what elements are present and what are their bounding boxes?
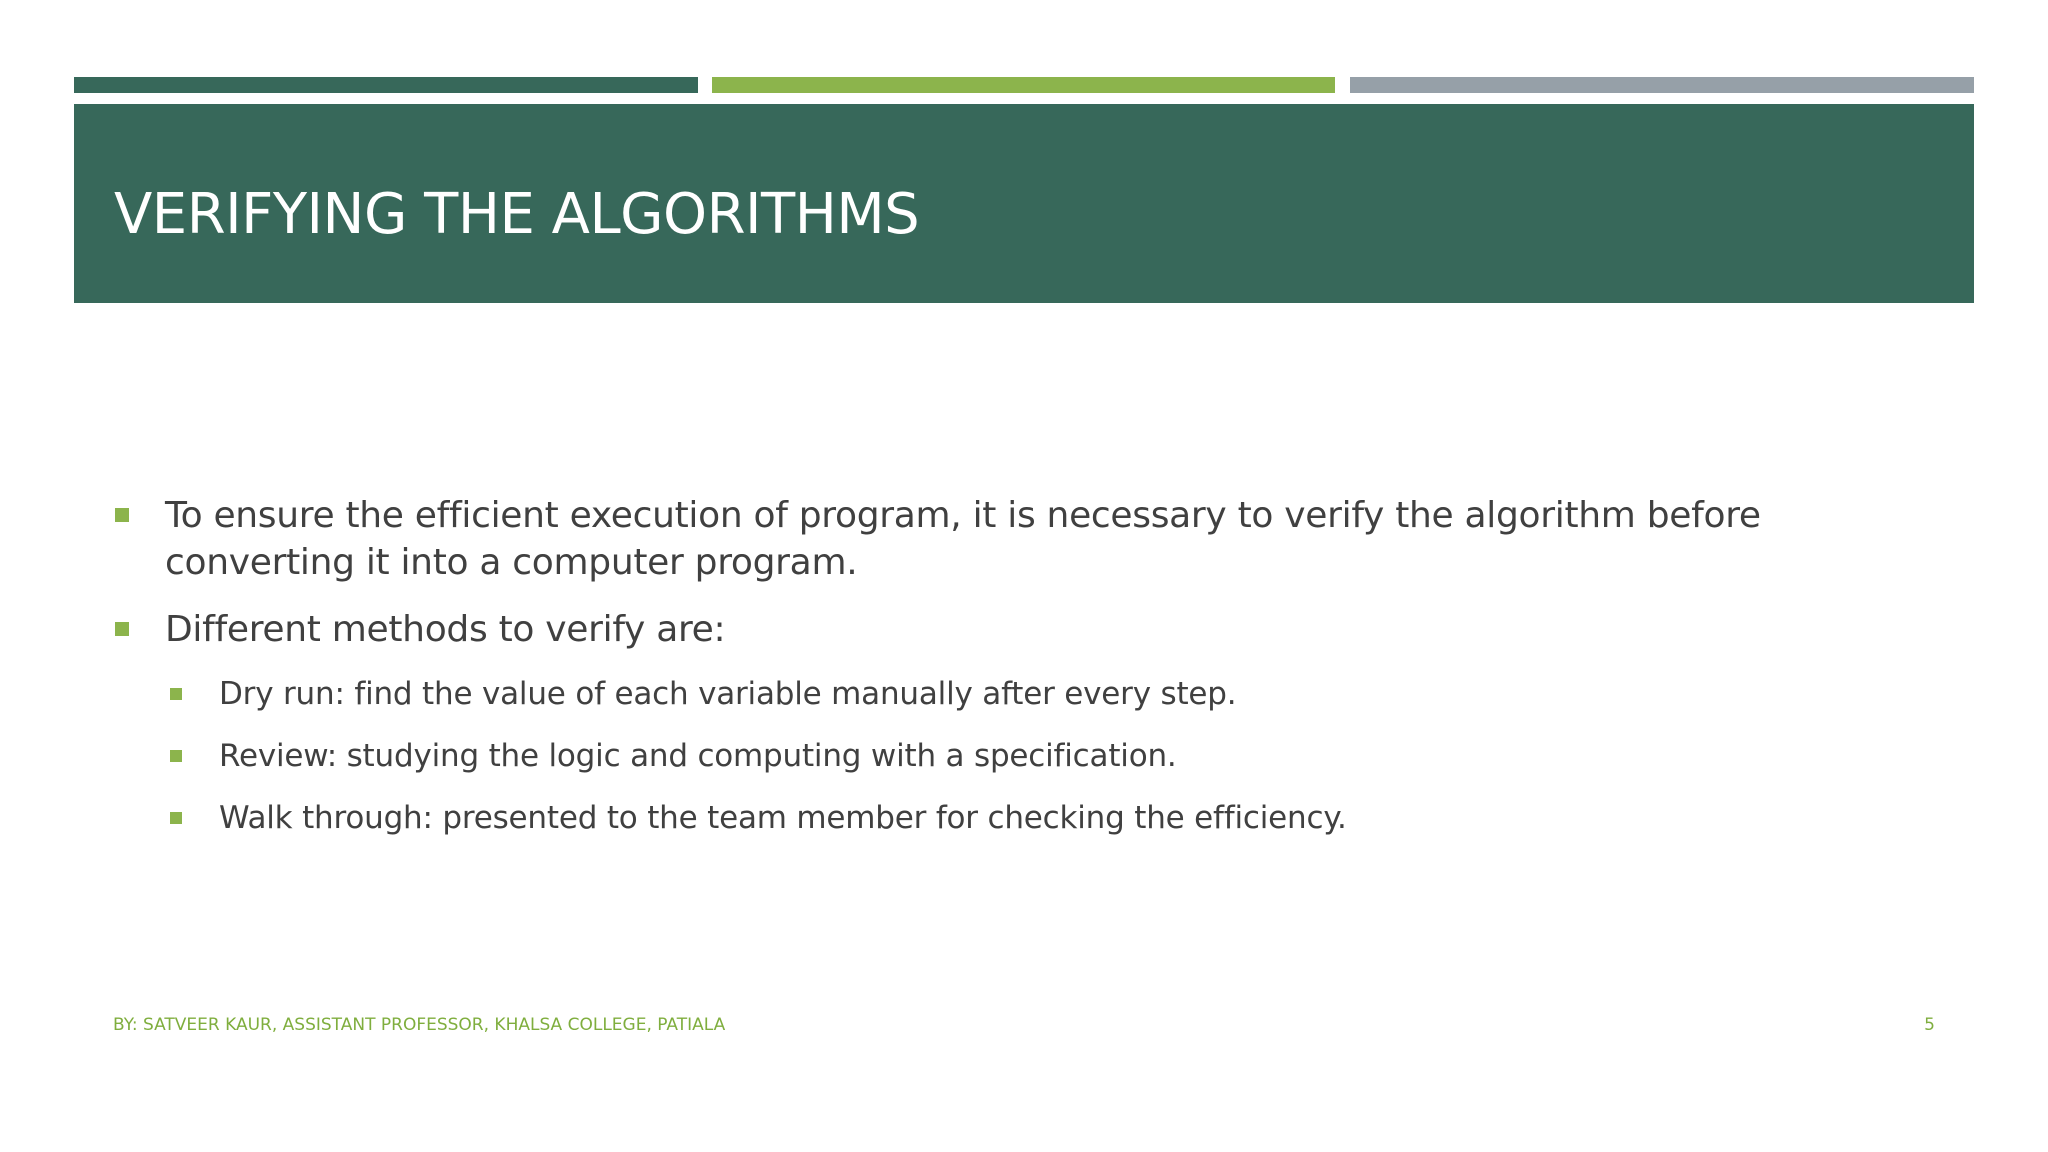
accent-stripe-dark-green — [74, 77, 698, 93]
title-band — [74, 104, 1974, 303]
slide-title: VERIFYING THE ALGORITHMS — [114, 182, 920, 247]
square-bullet-icon — [170, 688, 182, 700]
square-bullet-icon — [115, 622, 129, 636]
sub-bullet-item — [114, 735, 1914, 777]
sub-bullet-text: Review: studying the logic and computing with a specification. — [219, 738, 1177, 774]
page-number: 5 — [1924, 1015, 1935, 1035]
square-bullet-icon — [115, 508, 129, 522]
bullet-item — [114, 606, 1914, 653]
sub-bullet-item — [114, 673, 1914, 715]
bullet-text: Different methods to verify are: — [165, 609, 726, 650]
footer-author: BY: SATVEER KAUR, ASSISTANT PROFESSOR, KHALSA COLLEGE, PATIALA — [113, 1015, 726, 1035]
accent-stripe-gray — [1350, 77, 1974, 93]
accent-stripe-light-green — [712, 77, 1335, 93]
square-bullet-icon — [170, 812, 182, 824]
sub-bullet-text: Dry run: find the value of each variable manually after every step. — [219, 676, 1237, 712]
slide-content — [114, 492, 1914, 859]
square-bullet-icon — [170, 750, 182, 762]
bullet-text: To ensure the efficient execution of program, it is necessary to verify the algorithm before converting it into a computer program. — [165, 495, 1761, 583]
bullet-item — [114, 492, 1914, 586]
sub-bullet-item — [114, 797, 1914, 839]
sub-bullet-text: Walk through: presented to the team member for checking the efficiency. — [219, 800, 1347, 836]
